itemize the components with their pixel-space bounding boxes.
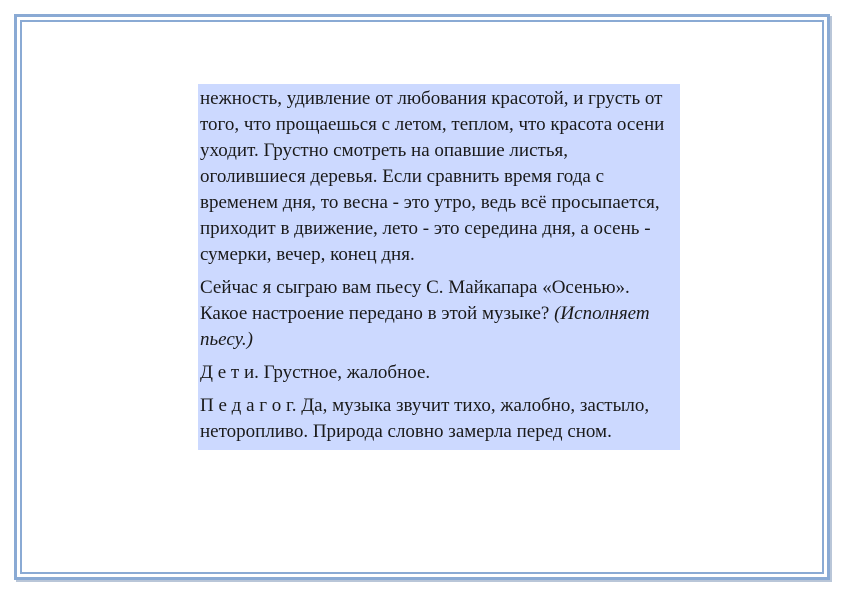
- paragraph-play-piece: [200, 275, 678, 353]
- paragraph-autumn-mood: нежность, удивление от любования красотой, и грусть от того, что прощаешься с летом, теплом, что красота осени уходит. Грустно смотреть на опавшие листья, оголившиеся деревья. Если сравнить время года с временем дня, то весна - это утро, ведь всё просыпается, приходит в движение, лето - это середина дня, а осень - сумерки, вечер, конец дня.: [200, 88, 665, 265]
- stage-direction: (Исполняет пьесу.): [200, 303, 650, 350]
- paragraph-play-piece-text: Сейчас я сыграю вам пьесу С. Майкапара «Осенью». Какое настроение передано в этой музыке?: [200, 277, 630, 324]
- paragraph-children-reply: Д е т и. Грустное, жалобное.: [200, 362, 431, 383]
- paragraph-teacher-reply: П е д а г о г. Да, музыка звучит тихо, жалобно, застыло, неторопливо. Природа словно замерла перед сном.: [200, 395, 650, 442]
- text-block: [198, 84, 680, 450]
